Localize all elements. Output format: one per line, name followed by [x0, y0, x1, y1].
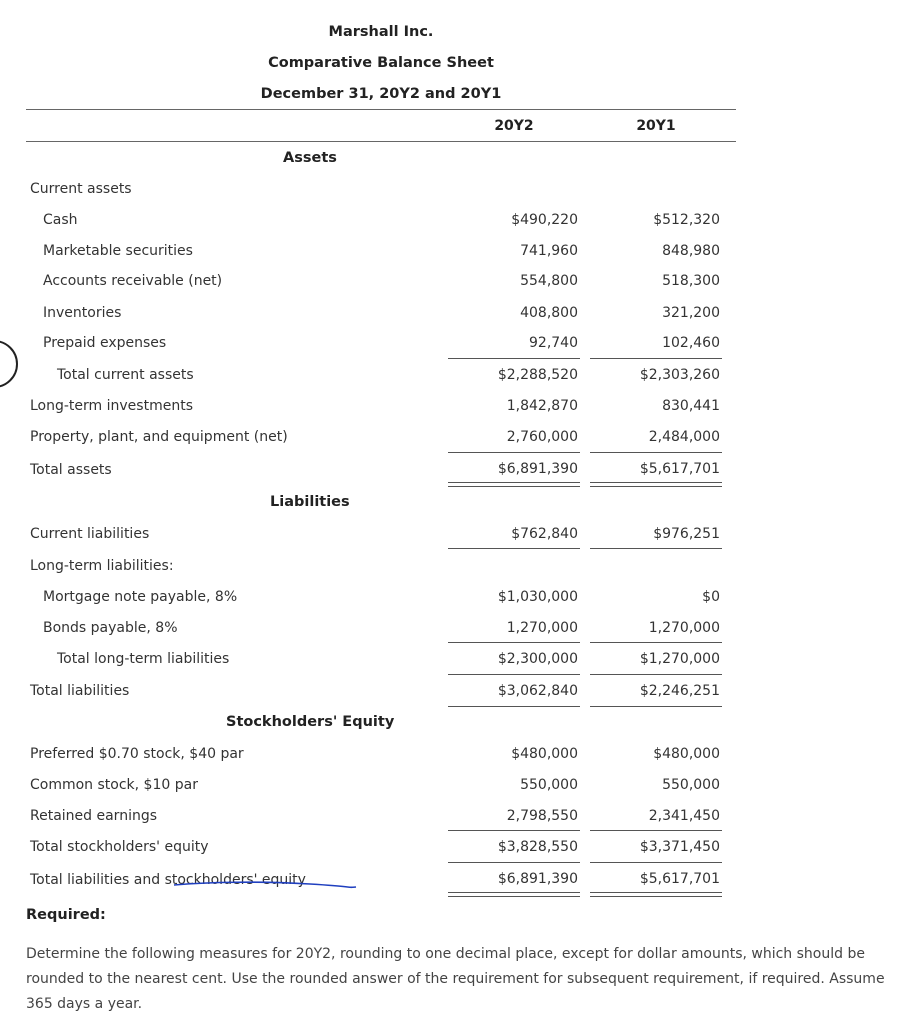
row-label: Total liabilities	[30, 683, 130, 699]
subtotal-line	[590, 548, 722, 549]
cell-20y2: $490,220	[511, 212, 578, 228]
subtotal-line	[448, 830, 580, 831]
cell-20y2: 92,740	[529, 335, 578, 351]
total-double-line	[448, 892, 580, 897]
section-equity: Stockholders' Equity	[226, 714, 395, 730]
cell-20y2: $3,062,840	[497, 683, 578, 699]
cell-20y2: $2,288,520	[497, 367, 578, 383]
statement-title: Comparative Balance Sheet	[268, 55, 494, 71]
subtotal-line	[448, 358, 580, 359]
subtotal-line	[448, 862, 580, 863]
total-double-line	[448, 482, 580, 487]
cell-20y2: 1,842,870	[506, 398, 578, 414]
cell-20y1: $480,000	[653, 746, 720, 762]
row-label: Long-term investments	[30, 398, 193, 414]
cell-20y1: 2,341,450	[648, 808, 720, 824]
subtotal-line	[448, 706, 580, 707]
cell-20y2: $6,891,390	[497, 871, 578, 887]
cell-20y2: $1,030,000	[497, 589, 578, 605]
cell-20y1: $5,617,701	[639, 461, 720, 477]
subtotal-line	[448, 642, 580, 643]
cell-20y1: $2,303,260	[639, 367, 720, 383]
cell-20y1: $5,617,701	[639, 871, 720, 887]
handwritten-strike-annotation	[170, 876, 360, 892]
cell-20y2: 408,800	[520, 305, 578, 321]
cell-20y1: $3,371,450	[639, 839, 720, 855]
cell-20y1: 518,300	[662, 273, 720, 289]
row-label: Mortgage note payable, 8%	[43, 589, 238, 605]
row-label: Property, plant, and equipment (net)	[30, 429, 288, 445]
cell-20y1: 830,441	[662, 398, 720, 414]
row-label: Current assets	[30, 181, 132, 197]
row-label: Total assets	[30, 462, 112, 478]
cell-20y2: $3,828,550	[497, 839, 578, 855]
cell-20y1: $512,320	[653, 212, 720, 228]
row-label: Retained earnings	[30, 808, 158, 824]
row-label: Common stock, $10 par	[30, 777, 198, 793]
cell-20y1: 848,980	[662, 243, 720, 259]
cell-20y1: $976,251	[653, 526, 720, 542]
row-label: Long-term liabilities:	[30, 558, 174, 574]
cell-20y1: 1,270,000	[648, 620, 720, 636]
statement-date: December 31, 20Y2 and 20Y1	[260, 86, 502, 102]
row-label: Current liabilities	[30, 526, 150, 542]
row-label: Accounts receivable (net)	[43, 273, 223, 289]
required-heading: Required:	[26, 907, 106, 923]
total-double-line	[590, 482, 722, 487]
subtotal-line	[448, 452, 580, 453]
column-header-rule	[26, 141, 736, 142]
cell-20y2: $2,300,000	[497, 651, 578, 667]
cell-20y1: 321,200	[662, 305, 720, 321]
radio-circle	[0, 340, 18, 388]
cell-20y2: $762,840	[511, 526, 578, 542]
section-assets: Assets	[283, 150, 337, 166]
column-header-20y2: 20Y2	[494, 118, 534, 134]
cell-20y2: 550,000	[520, 777, 578, 793]
cell-20y1: $1,270,000	[639, 651, 720, 667]
row-label: Inventories	[43, 305, 122, 321]
row-label: Marketable securities	[43, 243, 193, 259]
row-label: Total stockholders' equity	[30, 839, 209, 855]
cell-20y2: 2,798,550	[506, 808, 578, 824]
cell-20y1: 550,000	[662, 777, 720, 793]
subtotal-line	[590, 358, 722, 359]
cell-20y1: 102,460	[662, 335, 720, 351]
row-label: Prepaid expenses	[43, 335, 167, 351]
cell-20y2: 554,800	[520, 273, 578, 289]
column-header-20y1: 20Y1	[636, 118, 676, 134]
subtotal-line	[590, 706, 722, 707]
subtotal-line	[590, 674, 722, 675]
cell-20y2: 741,960	[520, 243, 578, 259]
row-label: Total current assets	[57, 367, 194, 383]
cell-20y2: $6,891,390	[497, 461, 578, 477]
cell-20y2: 1,270,000	[506, 620, 578, 636]
total-double-line	[590, 892, 722, 897]
cell-20y2: 2,760,000	[506, 429, 578, 445]
subtotal-line	[590, 830, 722, 831]
header-rule	[26, 109, 736, 110]
subtotal-line	[590, 862, 722, 863]
row-label: Preferred $0.70 stock, $40 par	[30, 746, 244, 762]
row-label: Bonds payable, 8%	[43, 620, 178, 636]
subtotal-line	[448, 674, 580, 675]
company-name: Marshall Inc.	[328, 24, 434, 40]
row-label: Total long-term liabilities	[57, 651, 230, 667]
cell-20y1: $2,246,251	[639, 683, 720, 699]
row-label: Total liabilities and stockholders' equity	[30, 872, 306, 888]
cell-20y2: $480,000	[511, 746, 578, 762]
subtotal-line	[448, 548, 580, 549]
section-liabilities: Liabilities	[270, 494, 350, 510]
cell-20y1: $0	[702, 589, 720, 605]
row-label: Cash	[43, 212, 78, 228]
cell-20y1: 2,484,000	[648, 429, 720, 445]
subtotal-line	[590, 452, 722, 453]
subtotal-line	[590, 642, 722, 643]
required-instructions: Determine the following measures for 20Y2, rounding to one decimal place, except for dollar amounts, which should be rounded to the nearest cent. Use the rounded answer of the requirement for subsequent requirement, if required. Assume 365 days a year.	[26, 946, 885, 1012]
